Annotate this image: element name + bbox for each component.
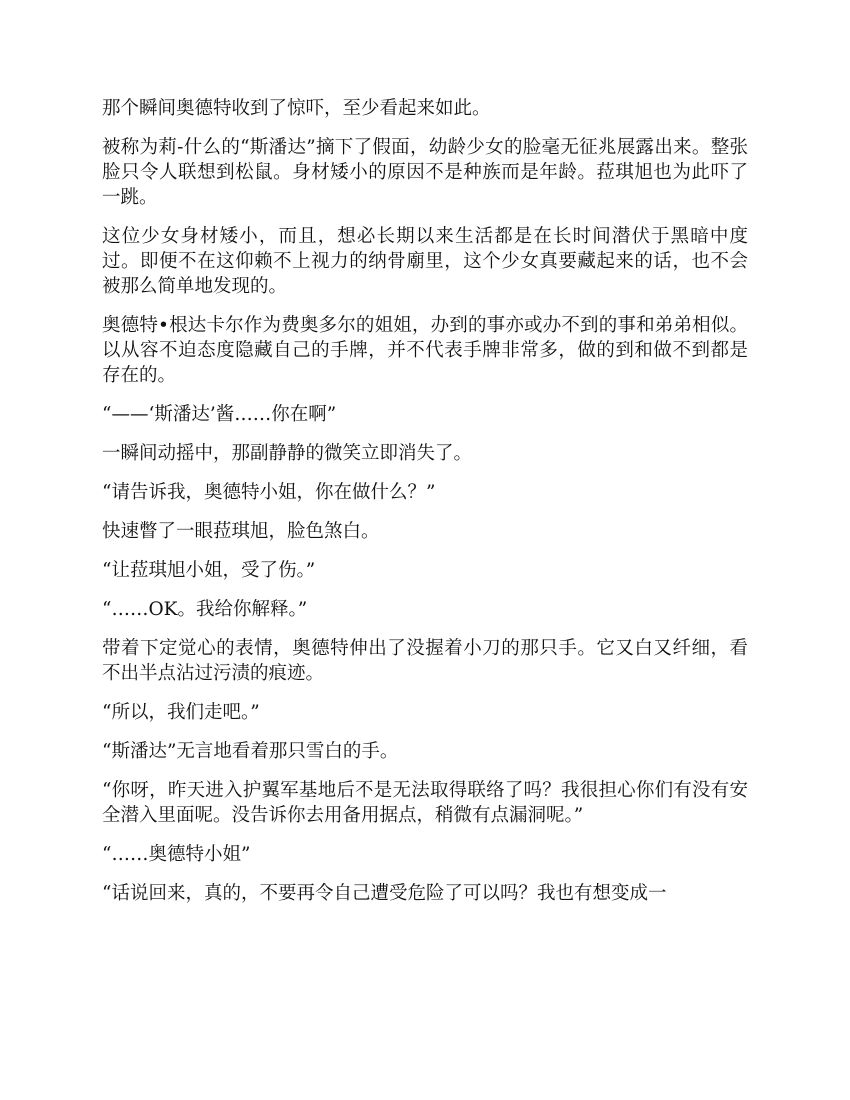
paragraph: “——‘斯潘达’酱……你在啊” (102, 404, 337, 425)
paragraph: 被称为莉-什么的“斯潘达”摘下了假面，幼龄少女的脸毫无征兆展露出来。整张脸只令人联想到松鼠。身材矮小的原因不是种族而是年龄。菈琪旭也为此吓了一跳。 (102, 137, 748, 208)
paragraph: “所以，我们走吧。” (102, 702, 260, 723)
paragraph: “请告诉我，奥德特小姐，你在做什么？” (102, 482, 436, 503)
paragraph: “话说回来，真的，不要再令自己遭受危险了可以吗？我也有想变成一 (102, 883, 667, 904)
paragraph: 带着下定觉心的表情，奥德特伸出了没握着小刀的那只手。它又白又纤细，看不出半点沾过污渍的痕迹。 (102, 638, 748, 684)
paragraph: “……奥德特小姐” (102, 844, 251, 865)
paragraph: 这位少女身材矮小，而且，想必长期以来生活都是在长时间潜伏于黑暗中度过。即便不在这仰赖不上视力的纳骨廟里，这个少女真要藏起来的话，也不会被那么简单地发现的。 (102, 226, 748, 297)
paragraph: 那个瞬间奥德特收到了惊吓，至少看起来如此。 (102, 98, 491, 119)
paragraph: “你呀，昨天进入护翼军基地后不是无法取得联络了吗？我很担心你们有没有安全潜入里面呢。没告诉你去用备用据点，稍微有点漏洞呢。” (102, 780, 748, 826)
paragraph: “……OK。我给你解释。” (102, 599, 308, 620)
paragraph: 快速瞥了一眼菈琪旭，脸色煞白。 (102, 521, 380, 542)
paragraph: 一瞬间动摇中，那副静静的微笑立即消失了。 (102, 443, 473, 464)
paragraph: “让菈琪旭小姐，受了伤。” (102, 560, 316, 581)
document-page (102, 96, 748, 906)
paragraph: 奥德特•根达卡尔作为费奥多尔的姐姐，办到的事亦或办不到的事和弟弟相似。以从容不迫态度隐藏自己的手牌，并不代表手牌非常多，做的到和做不到都是存在的。 (102, 315, 748, 386)
paragraph: “斯潘达”无言地看着那只雪白的手。 (102, 741, 399, 762)
